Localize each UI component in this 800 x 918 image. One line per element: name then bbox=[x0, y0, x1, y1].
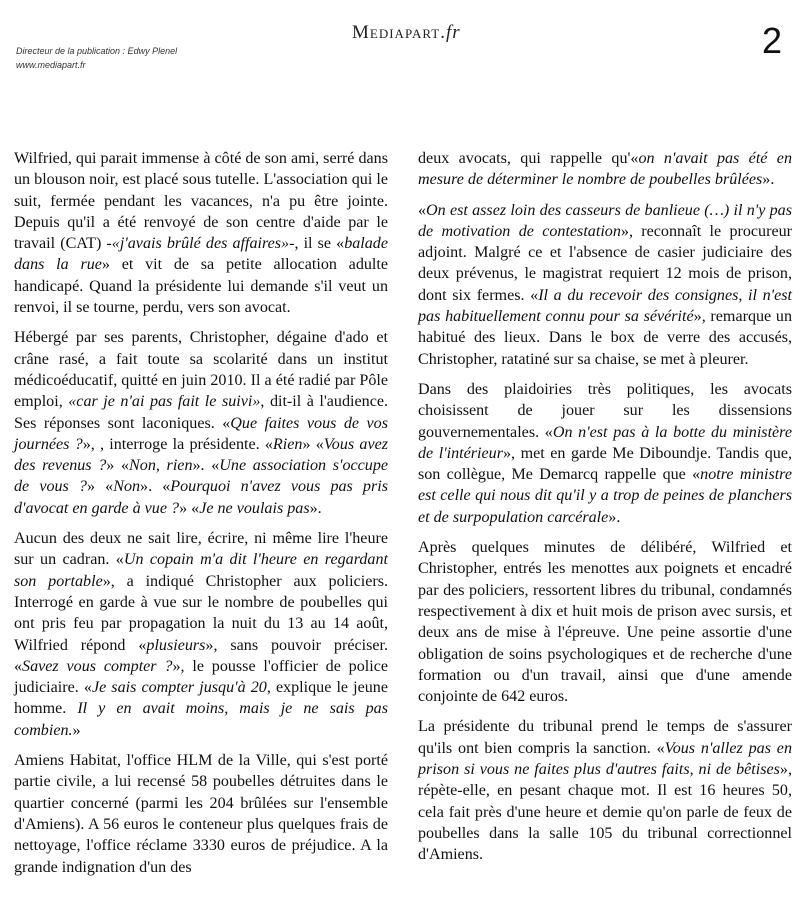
quote: Non, rien bbox=[129, 457, 193, 475]
text: », met en garde Me Diboundje. Tandis que, son collègue, Me Demarcq rappelle que « bbox=[418, 444, 792, 484]
quote: Rien bbox=[272, 435, 303, 453]
paragraph bbox=[418, 379, 792, 528]
paragraph bbox=[418, 148, 792, 191]
quote: Pourquoi n'avez vous pas pris d'avocat en garde à vue ? bbox=[14, 478, 388, 517]
article-column-left bbox=[14, 148, 388, 887]
quote: balade dans la rue bbox=[14, 235, 388, 274]
paragraph bbox=[14, 148, 388, 318]
quote: «j'avais brûlé des affaires» bbox=[111, 235, 290, 253]
text: », sans pouvoir préciser. « bbox=[14, 636, 388, 675]
text: Hébergé par ses parents, Christopher, dégaine d'ado et crâne rasé, a fait toute sa scolarité dans un institut médicoéducatif, quitté en juin 2010. Il a été radié par Pôle emploi, bbox=[14, 329, 388, 411]
quote: plusieurs bbox=[146, 636, 206, 654]
page-number: 2 bbox=[761, 20, 782, 61]
quote: Une association s'occupe de vous ? bbox=[14, 457, 389, 496]
text: » « bbox=[179, 499, 200, 517]
paragraph bbox=[14, 327, 388, 519]
text: » « bbox=[302, 435, 324, 453]
text: » et vit de sa petite allocation adulte handicapé. Quand la présidente lui demande s'il veut un renvoi, il se tourne, perdu, vers son avocat. bbox=[14, 256, 389, 317]
text: « bbox=[418, 201, 427, 219]
text: », a indiqué Christopher aux policiers. Interrogé en garde à vue sur le nombre de poubelles qui ont pris feu par propagation la nuit du 13 au 14 août, Wilfried répond « bbox=[14, 572, 388, 654]
masthead-suffix: fr bbox=[445, 22, 461, 43]
quote: Un copain m'a dit l'heure en regardant son portable bbox=[14, 551, 388, 590]
quote: On est assez loin des casseurs de banlieue (…) il n'y pas de motivation de contestation bbox=[418, 201, 792, 240]
quote: Savez vous compter ? bbox=[22, 657, 173, 675]
text: ». « bbox=[192, 457, 220, 475]
quote: Que faites vous de vos journées ? bbox=[14, 414, 388, 453]
paragraph: Après quelques minutes de délibéré, Wilfried et Christopher, entrés les menottes aux poignets et encadré par des policiers, ressortent libres du tribunal, condamnés respectivement à dix et huit mois de prison avec sursis, et deux ans de mise à l'épreuve. Une peine assortie d'une obligation de soins psychologiques et de recherche d'une formation ou d'un travail, ainsi que d'une amende conjointe de 642 euros. bbox=[418, 539, 792, 706]
text: ». bbox=[309, 499, 322, 517]
paragraph bbox=[418, 200, 792, 370]
text: ». « bbox=[140, 478, 171, 496]
quote: Je sais compter jusqu'à 20 bbox=[91, 679, 267, 697]
publication-director: Directeur de la publication : Edwy Plenel bbox=[16, 46, 178, 56]
paragraph: Amiens Habitat, l'office HLM de la Ville, qui s'est porté partie civile, a lui recensé 58 poubelles détruites dans le quartier concerné (parmi les 204 brûlées sur l'ensemble d'Amiens). A 56 euros le conteneur plus quelques frais de nettoyage, l'office réclame 3330 euros de préjudice. A la grande indignation d'un des bbox=[14, 752, 388, 876]
quote: Il y en avait moins, mais je ne sais pas combien. bbox=[14, 700, 388, 739]
masthead-name: Mediapart. bbox=[352, 22, 446, 43]
quote: On n'est pas à la botte du ministère de l'intérieur bbox=[418, 423, 792, 462]
quote: notre ministre est celle qui nous dit qu'il y a trop de peines de planchers et de surpopulation carcérale bbox=[418, 466, 792, 526]
text: deux avocats, qui rappelle qu'« bbox=[418, 150, 639, 167]
text: Dans des plaidoiries très politiques, les avocats choisissent de jouer sur les dissensions gouvernementales. « bbox=[418, 380, 792, 441]
page-header bbox=[0, 0, 800, 80]
text: » bbox=[72, 721, 81, 739]
text: » « bbox=[86, 478, 114, 496]
text: », , interroge la présidente. « bbox=[82, 435, 273, 453]
article-column-right bbox=[418, 148, 792, 875]
masthead-logo bbox=[352, 22, 461, 44]
text: » « bbox=[106, 457, 130, 475]
quote: Non bbox=[113, 478, 141, 496]
text: », reconnaît le procureur adjoint. Malgré ce et l'absence de casier judiciaire des deux prévenus, le magistrat requiert 12 mois de prison, dont six fermes. « bbox=[418, 222, 792, 304]
text: », répète-elle, en pesant chaque mot. Il est 16 heures 50, cela fait près d'une heure et demie qu'on parle de feux de poubelles dans la salle 105 du tribunal correctionnel d'Amiens. bbox=[418, 761, 792, 864]
quote: Il a du recevoir des consignes, il n'est pas habituellement connu pour sa sévérité bbox=[418, 286, 792, 326]
paragraph bbox=[418, 716, 792, 865]
quote: Vous avez des revenus ? bbox=[14, 435, 389, 475]
text: ». bbox=[608, 508, 621, 526]
quote: Vous n'allez pas en prison si vous ne faites plus d'autres faits, ni de bêtises bbox=[418, 739, 792, 779]
quote: Je ne voulais pas bbox=[199, 499, 310, 517]
text: La présidente du tribunal prend le temps de s'assurer qu'ils ont bien compris la sanction. « bbox=[418, 718, 792, 757]
text: Wilfried, qui parait immense à côté de son ami, serré dans un blouson noir, est placé sous tutelle. L'association qui le suit, fermée pendant les vacances, n'a pu être jointe. Depuis qu'il a été renvoyé de son centre d'aide par le travail (CAT) - bbox=[14, 150, 388, 253]
text: -, il se « bbox=[289, 235, 345, 253]
text: », le pousse l'officier de police judiciaire. « bbox=[14, 657, 389, 697]
publication-info bbox=[16, 44, 177, 72]
publication-website: www.mediapart.fr bbox=[16, 60, 86, 70]
text: , explique le jeune homme. bbox=[14, 679, 388, 718]
quote: «car je n'ai pas fait le suivi» bbox=[68, 393, 261, 411]
text: Aucun des deux ne sait lire, écrire, ni même lire l'heure sur un cadran. « bbox=[14, 530, 388, 569]
text: ». bbox=[762, 171, 775, 189]
text: », remarque un habitué des lieux. Dans le box de verre des accusés, Christopher, ratatiné sur sa chaise, se met à pleurer. bbox=[418, 308, 792, 368]
paragraph bbox=[14, 528, 388, 741]
quote: on n'avait pas été en mesure de déterminer le nombre de poubelles brûlées bbox=[418, 150, 792, 189]
text: , dit-il à l'audience. Ses réponses sont laconiques. « bbox=[14, 393, 388, 432]
